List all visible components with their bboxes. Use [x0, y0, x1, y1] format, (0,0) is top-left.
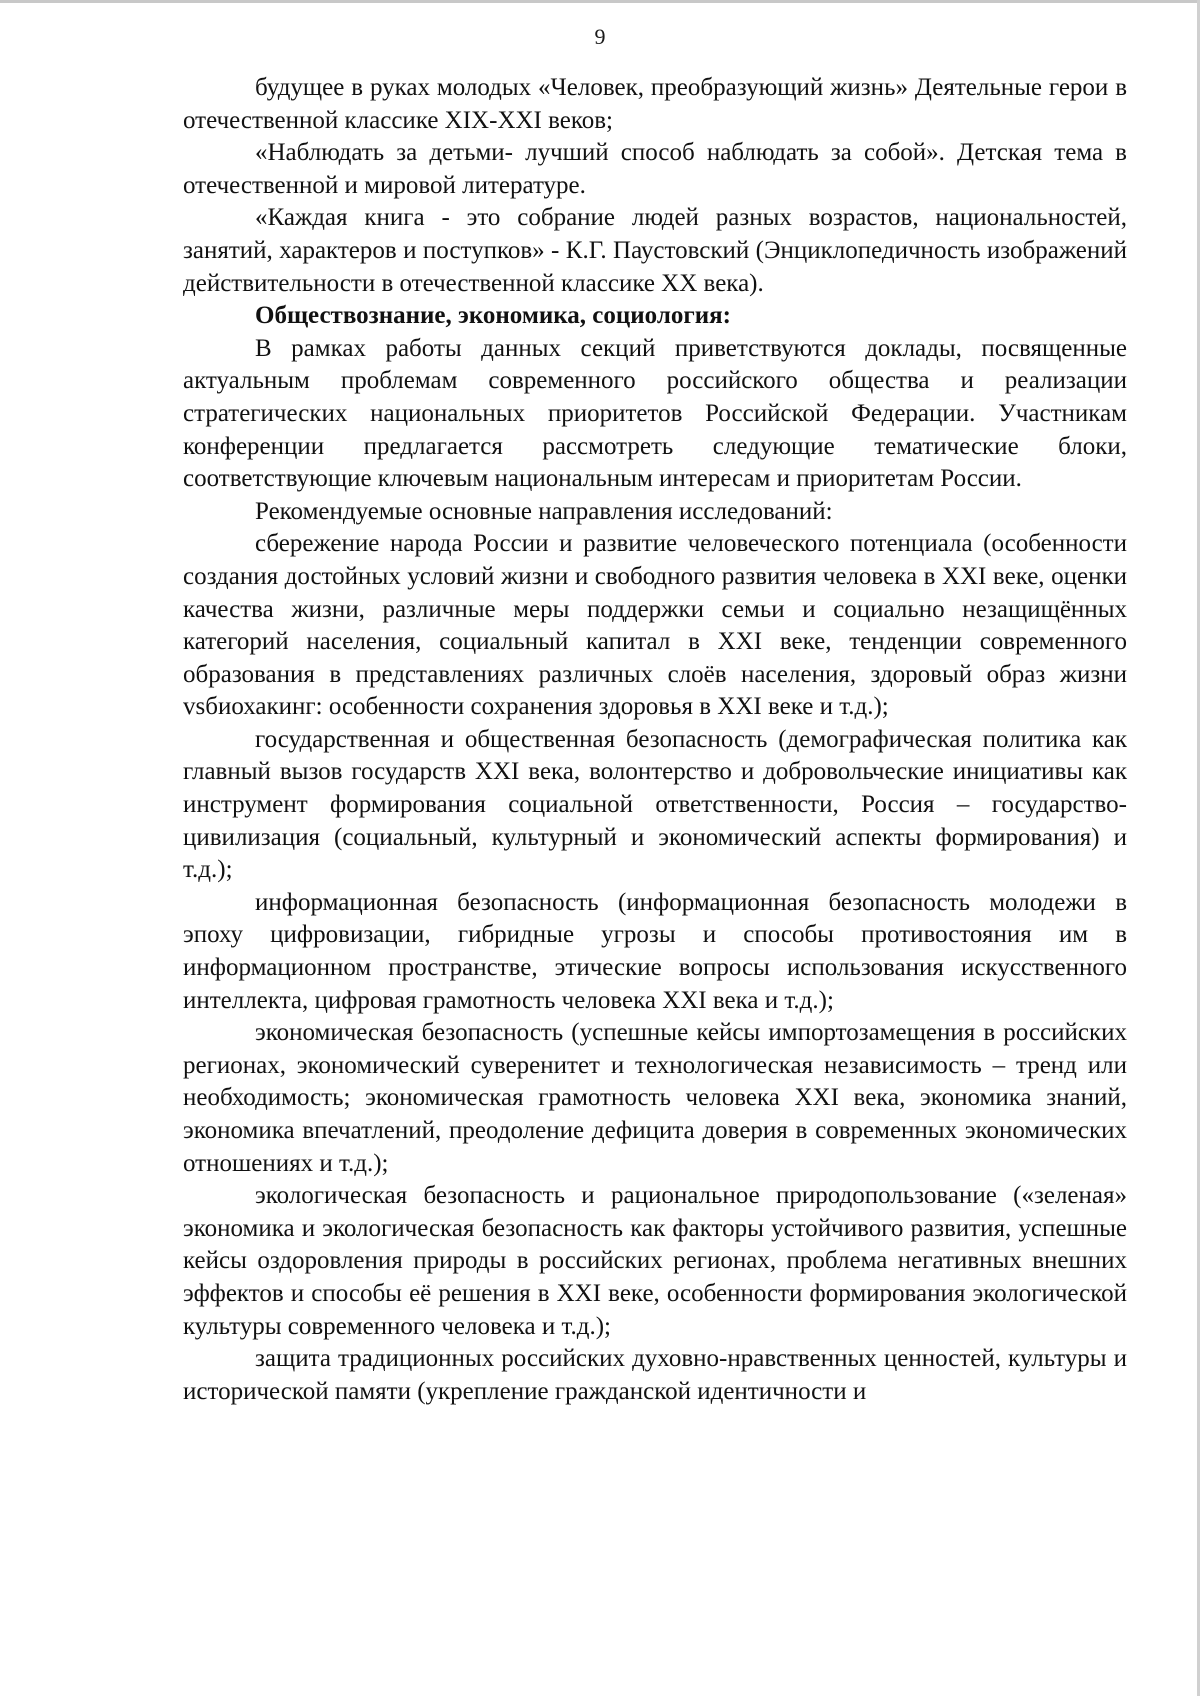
section-heading-social-studies: Обществознание, экономика, социология:	[255, 302, 731, 330]
paragraph-traditional-values: защита традиционных российских духовно-нравственных ценностей, культуры и исторической памяти (укрепление гражданской идентичности и	[183, 1345, 1127, 1405]
paragraph-children-theme: «Наблюдать за детьми- лучший способ наблюдать за собой». Детская тема в отечественной и мировой литературе.	[183, 139, 1127, 199]
paragraph-human-potential: сбережение народа России и развитие человеческого потенциала (особенности создания достойных условий жизни и свободного развития человека в XXI веке, оценки качества жизни, различные меры поддержки семьи и социально незащищённых категорий населения, социальный капитал в XXI веке, тенденции современного образования в представлениях различных слоёв населения, здоровый образ жизни vsбиохакинг: особенности сохранения здоровья в XXI веке и т.д.);	[183, 530, 1127, 721]
paragraph-state-security: государственная и общественная безопасность (демографическая политика как главный вызов государств XXI века, волонтерство и добровольческие инициативы как инструмент формирования социальной ответственности, Россия – государство-цивилизация (социальный, культурный и экономический аспекты формирования) и т.д.);	[183, 725, 1127, 884]
text-body	[183, 72, 1127, 1408]
paragraph-economic-security: экономическая безопасность (успешные кейсы импортозамещения в российских регионах, экономический суверенитет и технологическая независимость – тренд или необходимость; экономическая грамотность человека XXI века, экономика знаний, экономика впечатлений, преодоление дефицита доверия в современных экономических отношениях и т.д.);	[183, 1019, 1127, 1177]
paragraph-paustovsky-quote: «Каждая книга - это собрание людей разных возрастов, национальностей, занятий, характеров и поступков» - К.Г. Паустовский (Энциклопедичность изображений действительности в отечественной классике XX века).	[183, 204, 1127, 297]
paragraph-information-security: информационная безопасность (информационная безопасность молодежи в эпоху цифровизации, гибридные угрозы и способы противостояния им в информационном пространстве, этические вопросы использования искусственного интеллекта, цифровая грамотность человека XXI века и т.д.);	[183, 888, 1127, 1014]
paragraph-ecological-security: экологическая безопасность и рациональное природопользование («зеленая» экономика и экологическая безопасность как факторы устойчивого развития, успешные кейсы оздоровления природы в российских регионах, проблема негативных внешних эффектов и способы её решения в XXI веке, особенности формирования экологической культуры современного человека и т.д.);	[183, 1182, 1127, 1340]
paragraph-section-intro: В рамках работы данных секций приветствуются доклады, посвященные актуальным проблемам современного российского общества и реализации стратегических национальных приоритетов Российской Федерации. Участникам конференции предлагается рассмотреть следующие тематические блоки, соответствующие ключевым национальным интересам и приоритетам России.	[183, 334, 1127, 493]
scan-edge-top	[0, 0, 1200, 3]
paragraph-future-in-hands: будущее в руках молодых «Человек, преобразующий жизнь» Деятельные герои в отечественной классике XIX-XXI веков;	[183, 74, 1127, 134]
page-number: 9	[594, 24, 606, 49]
paragraph-research-directions: Рекомендуемые основные направления исследований:	[255, 497, 833, 525]
